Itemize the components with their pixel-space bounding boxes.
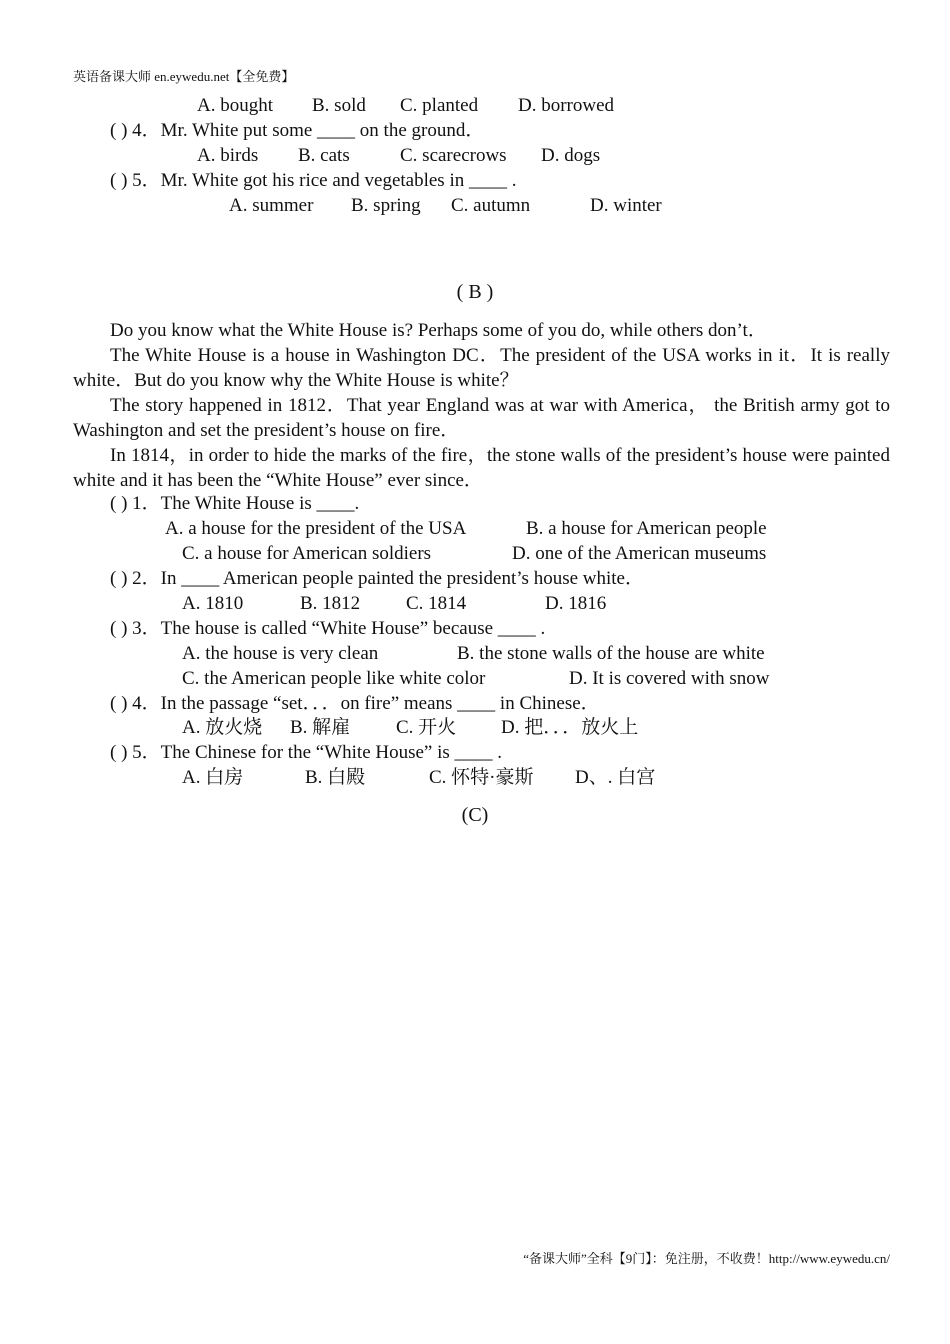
question-text: The house is called “White House” because ____ .: [160, 618, 546, 639]
option: A. birds: [197, 145, 259, 166]
option: B. 解雇: [290, 717, 351, 738]
option: A. 放火烧: [182, 717, 263, 738]
answer-bracket: ( ) 4．: [110, 120, 161, 141]
question-5: [110, 741, 502, 765]
option: B. 1812: [300, 593, 361, 614]
option: A. 1810: [182, 593, 244, 614]
option: C. the American people like white color: [182, 668, 486, 689]
option: D. 把．．．放火上: [501, 717, 639, 738]
question-text: In ____ American people painted the president’s house white．: [160, 568, 644, 589]
question-text: The Chinese for the “White House” is ____ .: [160, 742, 503, 763]
option: D. It is covered with snow: [569, 668, 770, 689]
option: D、. 白宫: [575, 767, 656, 788]
option: A. the house is very clean: [182, 643, 379, 664]
option: C. a house for American soldiers: [182, 543, 432, 564]
option: B. 白殿: [305, 767, 366, 788]
answer-bracket: ( ) 1．: [110, 493, 161, 514]
option: B. the stone walls of the house are white: [457, 643, 765, 664]
page-header: 英语备课大师 en.eywedu.net【全免费】: [73, 69, 295, 84]
option: A. 白房: [182, 767, 244, 788]
page-footer: “备课大师”全科【9门】：免注册，不收费！http://www.eywedu.cn/: [523, 1251, 890, 1266]
answer-bracket: ( ) 5．: [110, 170, 161, 191]
passage-paragraph: In 1814，in order to hide the marks of the fire，the stone walls of the president’s house were painted white and it has been the “White House” ever since．: [73, 445, 890, 491]
question-text: In the passage “set．．．on fire” means ____ in Chinese．: [160, 693, 600, 714]
option: B. cats: [298, 145, 350, 166]
option: B. sold: [312, 95, 366, 116]
option: A. summer: [229, 195, 314, 216]
answer-bracket: ( ) 2．: [110, 568, 161, 589]
option: C. autumn: [451, 195, 531, 216]
option: B. spring: [351, 195, 421, 216]
option: B. a house for American people: [526, 518, 767, 539]
option: C. 开火: [396, 717, 457, 738]
question-1: [110, 492, 359, 516]
question-text: The White House is ____.: [160, 493, 360, 514]
option: C. 怀特·豪斯: [429, 767, 534, 788]
passage-paragraph: The story happened in 1812．That year England was at war with America， the British army got to Washington and set the president’s house on fire．: [73, 395, 890, 441]
option: A. a house for the president of the USA: [165, 518, 467, 539]
option: C. 1814: [406, 593, 467, 614]
passage-paragraph: Do you know what the White House is? Perhaps some of you do, while others don’t．: [110, 320, 767, 341]
part-a-q5: [110, 169, 516, 193]
section-heading-c: (C): [461, 804, 489, 826]
option: C. planted: [400, 95, 479, 116]
option: D. one of the American museums: [512, 543, 767, 564]
option: D. borrowed: [518, 95, 615, 116]
option: C. scarecrows: [400, 145, 507, 166]
answer-bracket: ( ) 5．: [110, 742, 161, 763]
question-text: Mr. White got his rice and vegetables in ____ .: [160, 170, 517, 191]
answer-bracket: ( ) 4．: [110, 693, 161, 714]
option: D. winter: [590, 195, 662, 216]
question-3: [110, 617, 545, 641]
answer-bracket: ( ) 3．: [110, 618, 161, 639]
part-a-q4: [110, 119, 484, 143]
question-4: [110, 692, 600, 716]
question-text: Mr. White put some ____ on the ground．: [160, 120, 485, 141]
option: D. dogs: [541, 145, 601, 166]
passage-paragraph: The White House is a house in Washington DC．The president of the USA works in it．It is really white．But do you know why the White House is white？: [73, 345, 890, 391]
option: A. bought: [197, 95, 273, 116]
section-heading-b: ( B ): [456, 281, 494, 303]
question-2: [110, 567, 644, 591]
option: D. 1816: [545, 593, 607, 614]
